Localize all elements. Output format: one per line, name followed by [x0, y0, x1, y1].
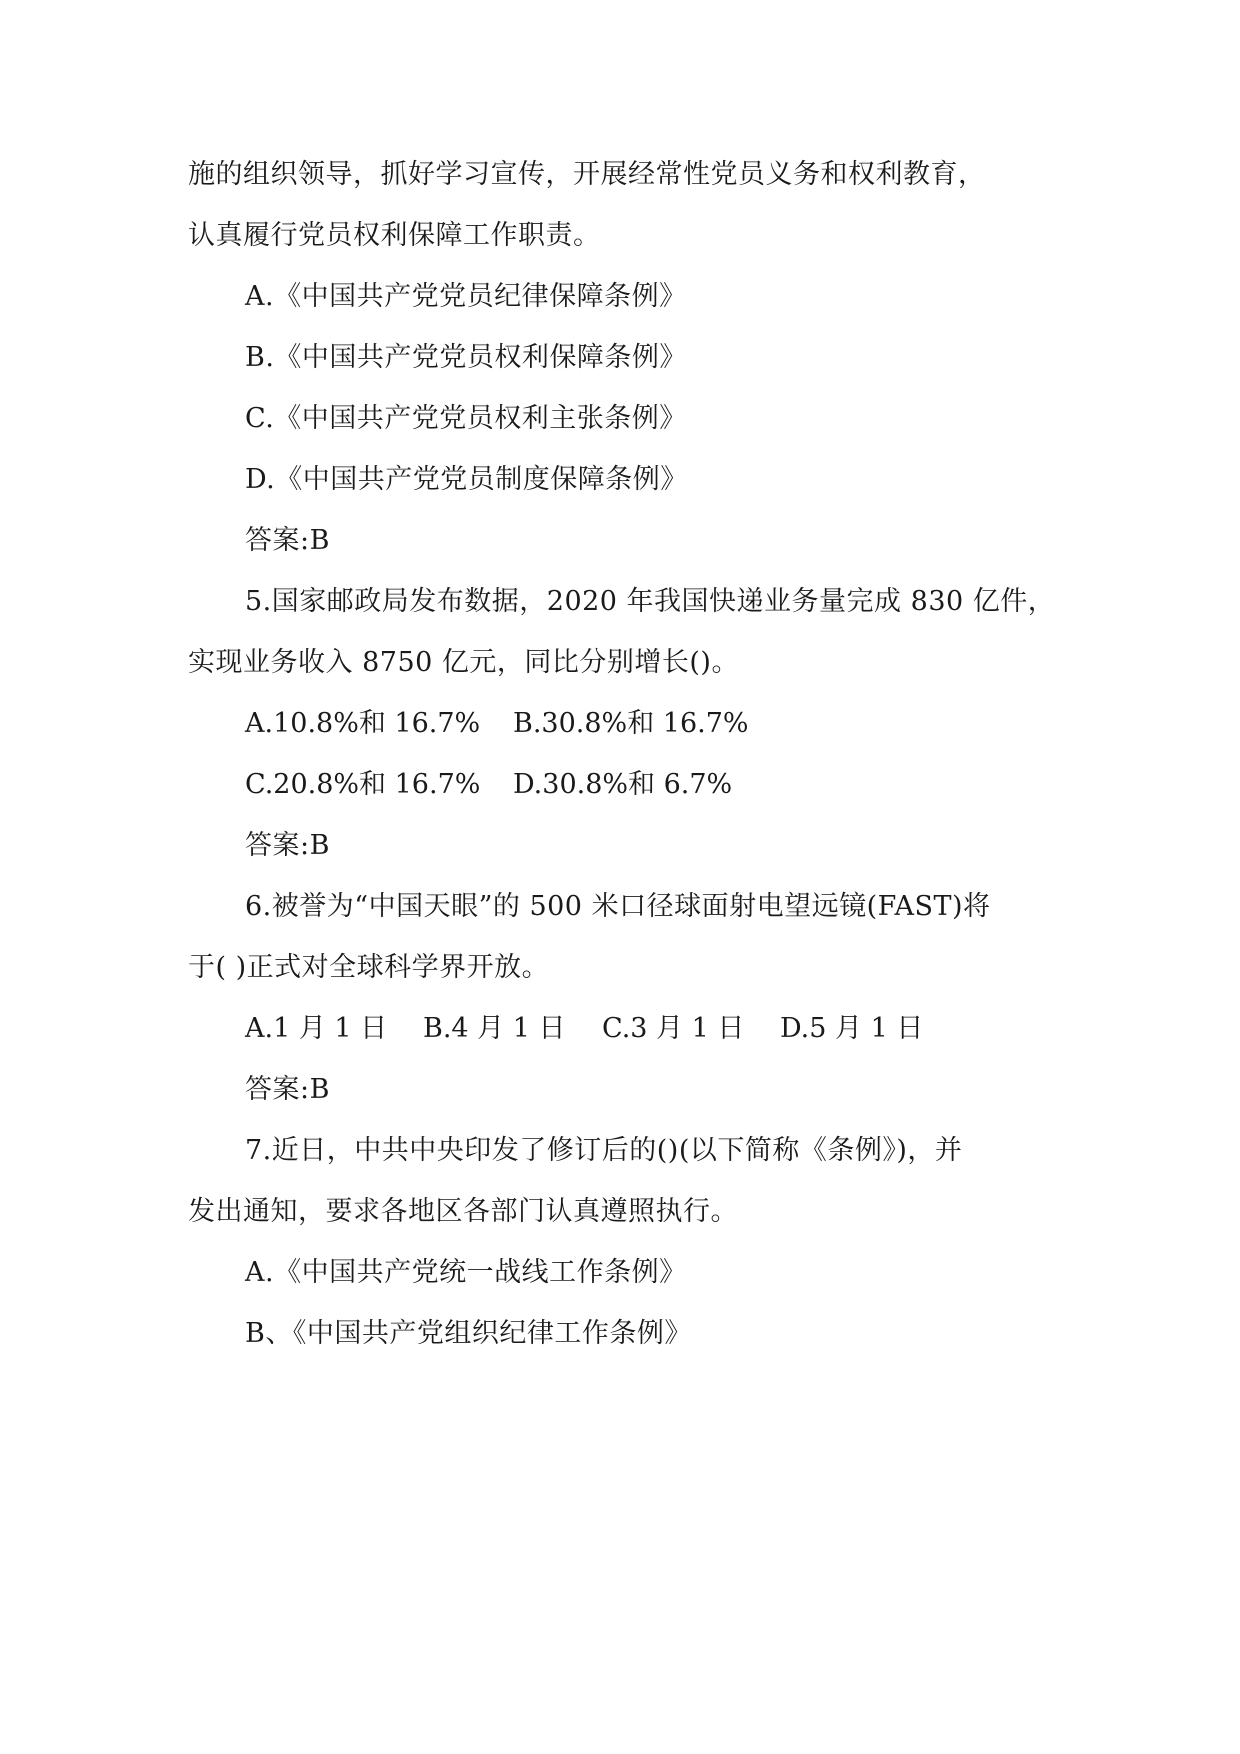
- q5-stem-line-1: 5.国家邮政局发布数据，2020 年我国快递业务量完成 830 亿件，: [245, 586, 1056, 617]
- q6-option-a: A.1 月 1 日: [245, 1013, 388, 1044]
- q4-option-d: D.《中国共产党党员制度保障条例》: [245, 464, 688, 495]
- q6-option-c: C.3 月 1 日: [602, 1013, 745, 1044]
- q5-stem-line-2: 实现业务收入 8750 亿元，同比分别增长()。: [188, 647, 739, 678]
- q7-stem-line-2: 发出通知，要求各地区各部门认真遵照执行。: [188, 1196, 738, 1227]
- q6-answer: 答案:B: [245, 1074, 330, 1105]
- q5-option-d: D.30.8%和 6.7%: [513, 769, 733, 800]
- q7-stem-line-1: 7.近日，中共中央印发了修订后的()(以下简称《条例》)，并: [245, 1135, 963, 1166]
- q4-answer: 答案:B: [245, 525, 330, 556]
- q4-option-c: C.《中国共产党党员权利主张条例》: [245, 403, 687, 434]
- q5-option-a: A.10.8%和 16.7%: [245, 708, 481, 739]
- q4-option-a: A.《中国共产党党员纪律保障条例》: [245, 281, 687, 312]
- q4-stem-line-2: 认真履行党员权利保障工作职责。: [188, 220, 601, 251]
- q6-option-b: B.4 月 1 日: [423, 1013, 566, 1044]
- q6-stem-line-2: 于( )正式对全球科学界开放。: [188, 952, 550, 983]
- q5-option-b: B.30.8%和 16.7%: [513, 708, 749, 739]
- q5-option-c: C.20.8%和 16.7%: [245, 769, 481, 800]
- q6-option-d: D.5 月 1 日: [780, 1013, 924, 1044]
- q4-option-b: B.《中国共产党党员权利保障条例》: [245, 342, 687, 373]
- q7-option-b: B、《中国共产党组织纪律工作条例》: [245, 1318, 692, 1349]
- q5-options-row-2: [245, 765, 1045, 805]
- q6-stem-line-1: 6.被誉为“中国天眼”的 500 米口径球面射电望远镜(FAST)将: [245, 891, 991, 922]
- q6-options-row: [245, 1009, 1045, 1049]
- q5-answer: 答案:B: [245, 830, 330, 861]
- q4-stem-line-1: 施的组织领导，抓好学习宣传，开展经常性党员义务和权利教育，: [188, 159, 986, 190]
- q5-options-row-1: [245, 704, 1045, 744]
- q7-option-a: A.《中国共产党统一战线工作条例》: [245, 1257, 687, 1288]
